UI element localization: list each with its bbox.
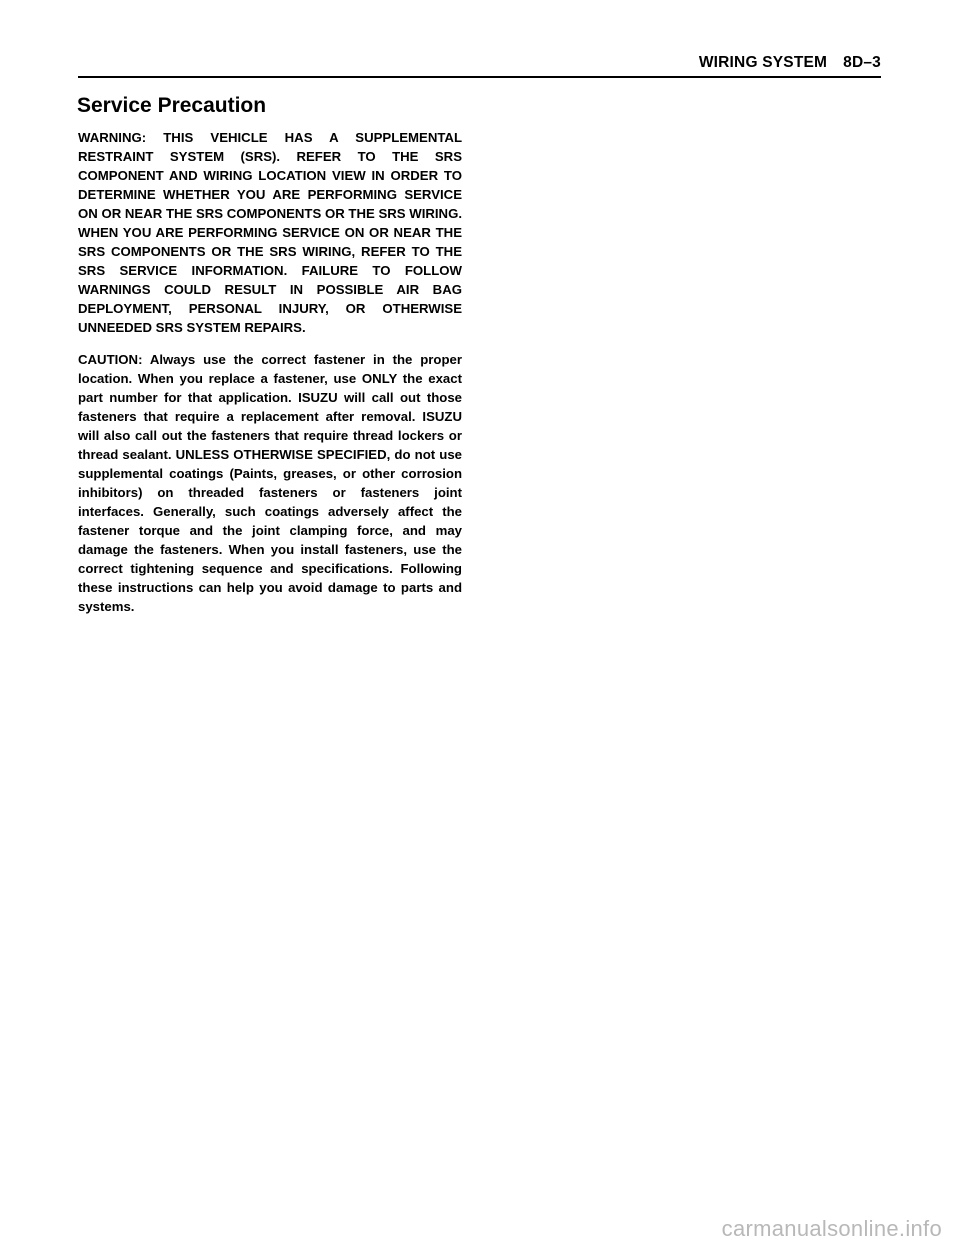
warning-paragraph: WARNING: THIS VEHICLE HAS A SUPPLEMENTAL RESTRAINT SYSTEM (SRS). REFER TO THE SRS COMPONENT AND WIRING LOCATION VIEW IN ORDER TO DETERMINE WHETHER YOU ARE PERFORMING SERVICE ON OR NEAR THE SRS COMPONENTS OR THE SRS WIRING. WHEN YOU ARE PERFORMING SERVICE ON OR NEAR THE SRS COMPONENTS OR THE SRS WIRING, REFER TO THE SRS SERVICE INFORMATION. FAILURE TO FOLLOW WARNINGS COULD RESULT IN POSSIBLE AIR BAG DEPLOYMENT, PERSONAL INJURY, OR OTHERWISE UNNEEDED SRS SYSTEM REPAIRS.	[78, 130, 462, 335]
header-page-number: 8D–3	[843, 54, 881, 71]
page-header	[78, 54, 881, 78]
header-section-title: WIRING SYSTEM	[698, 54, 828, 71]
page-title: Service Precaution	[77, 94, 267, 117]
footer-watermark: carmanualsonline.info	[721, 1216, 942, 1241]
caution-paragraph: CAUTION: Always use the correct fastener in the proper location. When you replace a fastener, use ONLY the exact part number for that application. ISUZU will call out those fasteners that require a replacement after removal. ISUZU will also call out the fasteners that require thread lockers or thread sealant. UNLESS OTHERWISE SPECIFIED, do not use supplemental coatings (Paints, greases, or other corrosion inhibitors) on threaded fasteners or fasteners joint interfaces. Generally, such coatings adversely affect the fastener torque and the joint clamping force, and may damage the fasteners. When you install fasteners, use the correct tightening sequence and specifications. Following these instructions can help you avoid damage to parts and systems.	[78, 352, 462, 614]
body-column	[78, 128, 462, 629]
running-head	[699, 54, 881, 72]
